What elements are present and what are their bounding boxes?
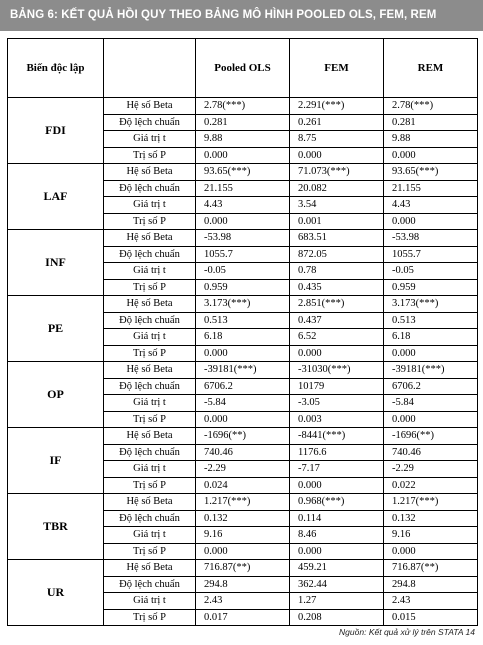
fem-value: 872.05: [290, 246, 384, 263]
table-row: [8, 494, 478, 511]
metric-label: Hệ số Beta: [104, 296, 196, 313]
metric-label: Giá trị t: [104, 197, 196, 214]
table-body: [8, 98, 478, 626]
fem-value: 0.208: [290, 609, 384, 626]
fem-value: 0.114: [290, 510, 384, 527]
fem-value: 8.46: [290, 527, 384, 544]
header-rem: REM: [384, 39, 478, 98]
rem-value: 0.132: [384, 510, 478, 527]
table-row: [8, 230, 478, 247]
pooled-ols-value: 0.000: [196, 411, 290, 428]
rem-value: 0.959: [384, 279, 478, 296]
rem-value: 1.217(***): [384, 494, 478, 511]
rem-value: 0.015: [384, 609, 478, 626]
pooled-ols-value: -39181(***): [196, 362, 290, 379]
fem-value: -8441(***): [290, 428, 384, 445]
fem-value: 20.082: [290, 180, 384, 197]
variable-name: INF: [8, 230, 104, 296]
rem-value: -0.05: [384, 263, 478, 280]
pooled-ols-value: 9.16: [196, 527, 290, 544]
metric-label: Hệ số Beta: [104, 98, 196, 115]
rem-value: 0.022: [384, 477, 478, 494]
metric-label: Giá trị t: [104, 527, 196, 544]
metric-label: Trị số P: [104, 213, 196, 230]
header-row: [8, 39, 478, 98]
pooled-ols-value: 1.217(***): [196, 494, 290, 511]
variable-name: FDI: [8, 98, 104, 164]
pooled-ols-value: 0.513: [196, 312, 290, 329]
metric-label: Độ lệch chuẩn: [104, 378, 196, 395]
pooled-ols-value: -1696(**): [196, 428, 290, 445]
metric-label: Hệ số Beta: [104, 494, 196, 511]
pooled-ols-value: 0.959: [196, 279, 290, 296]
pooled-ols-value: 3.173(***): [196, 296, 290, 313]
pooled-ols-value: -5.84: [196, 395, 290, 412]
pooled-ols-value: 0.024: [196, 477, 290, 494]
variable-name: OP: [8, 362, 104, 428]
metric-label: Hệ số Beta: [104, 164, 196, 181]
fem-value: 0.968(***): [290, 494, 384, 511]
metric-label: Độ lệch chuẩn: [104, 576, 196, 593]
pooled-ols-value: -53.98: [196, 230, 290, 247]
pooled-ols-value: 4.43: [196, 197, 290, 214]
metric-label: Hệ số Beta: [104, 560, 196, 577]
fem-value: -31030(***): [290, 362, 384, 379]
metric-label: Độ lệch chuẩn: [104, 114, 196, 131]
pooled-ols-value: 0.132: [196, 510, 290, 527]
rem-value: 9.16: [384, 527, 478, 544]
fem-value: 0.000: [290, 477, 384, 494]
rem-value: 716.87(**): [384, 560, 478, 577]
fem-value: 0.003: [290, 411, 384, 428]
rem-value: 4.43: [384, 197, 478, 214]
fem-value: 1176.6: [290, 444, 384, 461]
pooled-ols-value: 93.65(***): [196, 164, 290, 181]
table-title: BẢNG 6: KẾT QUẢ HỒI QUY THEO BẢNG MÔ HÌNH POOLED OLS, FEM, REM: [0, 0, 483, 31]
fem-value: 0.435: [290, 279, 384, 296]
metric-label: Trị số P: [104, 477, 196, 494]
table-row: [8, 560, 478, 577]
metric-label: Trị số P: [104, 609, 196, 626]
fem-value: 0.000: [290, 345, 384, 362]
pooled-ols-value: 6.18: [196, 329, 290, 346]
rem-value: 2.78(***): [384, 98, 478, 115]
pooled-ols-value: 9.88: [196, 131, 290, 148]
rem-value: 0.000: [384, 411, 478, 428]
rem-value: 1055.7: [384, 246, 478, 263]
metric-label: Độ lệch chuẩn: [104, 444, 196, 461]
pooled-ols-value: -2.29: [196, 461, 290, 478]
table-row: [8, 164, 478, 181]
fem-value: 8.75: [290, 131, 384, 148]
metric-label: Giá trị t: [104, 593, 196, 610]
rem-value: 2.43: [384, 593, 478, 610]
fem-value: 0.78: [290, 263, 384, 280]
fem-value: 10179: [290, 378, 384, 395]
metric-label: Trị số P: [104, 147, 196, 164]
rem-value: -1696(**): [384, 428, 478, 445]
metric-label: Độ lệch chuẩn: [104, 510, 196, 527]
source-note: Nguồn: Kết quả xử lý trên STATA 14: [339, 627, 475, 637]
fem-value: 1.27: [290, 593, 384, 610]
header-variable: Biến độc lập: [8, 39, 104, 98]
pooled-ols-value: 0.281: [196, 114, 290, 131]
fem-value: 0.000: [290, 543, 384, 560]
rem-value: -5.84: [384, 395, 478, 412]
metric-label: Hệ số Beta: [104, 230, 196, 247]
rem-value: 21.155: [384, 180, 478, 197]
rem-value: -2.29: [384, 461, 478, 478]
fem-value: 0.001: [290, 213, 384, 230]
table-row: [8, 428, 478, 445]
rem-value: 6706.2: [384, 378, 478, 395]
fem-value: 459.21: [290, 560, 384, 577]
fem-value: 362.44: [290, 576, 384, 593]
metric-label: Độ lệch chuẩn: [104, 246, 196, 263]
metric-label: Giá trị t: [104, 131, 196, 148]
rem-value: 0.000: [384, 543, 478, 560]
metric-label: Trị số P: [104, 345, 196, 362]
variable-name: UR: [8, 560, 104, 626]
rem-value: 0.000: [384, 213, 478, 230]
regression-table-container: [7, 38, 477, 626]
rem-value: 0.000: [384, 147, 478, 164]
pooled-ols-value: 1055.7: [196, 246, 290, 263]
pooled-ols-value: 294.8: [196, 576, 290, 593]
pooled-ols-value: -0.05: [196, 263, 290, 280]
pooled-ols-value: 6706.2: [196, 378, 290, 395]
fem-value: 0.437: [290, 312, 384, 329]
fem-value: 2.851(***): [290, 296, 384, 313]
rem-value: -53.98: [384, 230, 478, 247]
fem-value: 683.51: [290, 230, 384, 247]
fem-value: -3.05: [290, 395, 384, 412]
table-row: [8, 98, 478, 115]
fem-value: 3.54: [290, 197, 384, 214]
fem-value: 71.073(***): [290, 164, 384, 181]
header-metric: [104, 39, 196, 98]
pooled-ols-value: 716.87(**): [196, 560, 290, 577]
metric-label: Trị số P: [104, 543, 196, 560]
rem-value: 0.000: [384, 345, 478, 362]
metric-label: Trị số P: [104, 411, 196, 428]
metric-label: Hệ số Beta: [104, 362, 196, 379]
rem-value: 294.8: [384, 576, 478, 593]
pooled-ols-value: 0.000: [196, 213, 290, 230]
fem-value: 2.291(***): [290, 98, 384, 115]
variable-name: IF: [8, 428, 104, 494]
header-fem: FEM: [290, 39, 384, 98]
rem-value: 3.173(***): [384, 296, 478, 313]
fem-value: 0.261: [290, 114, 384, 131]
pooled-ols-value: 21.155: [196, 180, 290, 197]
variable-name: LAF: [8, 164, 104, 230]
header-pooled-ols: Pooled OLS: [196, 39, 290, 98]
metric-label: Độ lệch chuẩn: [104, 180, 196, 197]
rem-value: 740.46: [384, 444, 478, 461]
regression-table: [7, 38, 478, 626]
pooled-ols-value: 740.46: [196, 444, 290, 461]
pooled-ols-value: 0.000: [196, 345, 290, 362]
table-row: [8, 362, 478, 379]
rem-value: 93.65(***): [384, 164, 478, 181]
metric-label: Độ lệch chuẩn: [104, 312, 196, 329]
rem-value: -39181(***): [384, 362, 478, 379]
metric-label: Giá trị t: [104, 461, 196, 478]
table-row: [8, 296, 478, 313]
variable-name: PE: [8, 296, 104, 362]
metric-label: Giá trị t: [104, 395, 196, 412]
metric-label: Hệ số Beta: [104, 428, 196, 445]
fem-value: 0.000: [290, 147, 384, 164]
rem-value: 9.88: [384, 131, 478, 148]
pooled-ols-value: 0.017: [196, 609, 290, 626]
pooled-ols-value: 2.78(***): [196, 98, 290, 115]
pooled-ols-value: 0.000: [196, 543, 290, 560]
variable-name: TBR: [8, 494, 104, 560]
rem-value: 6.18: [384, 329, 478, 346]
pooled-ols-value: 0.000: [196, 147, 290, 164]
metric-label: Giá trị t: [104, 329, 196, 346]
rem-value: 0.513: [384, 312, 478, 329]
pooled-ols-value: 2.43: [196, 593, 290, 610]
rem-value: 0.281: [384, 114, 478, 131]
fem-value: 6.52: [290, 329, 384, 346]
metric-label: Giá trị t: [104, 263, 196, 280]
fem-value: -7.17: [290, 461, 384, 478]
metric-label: Trị số P: [104, 279, 196, 296]
